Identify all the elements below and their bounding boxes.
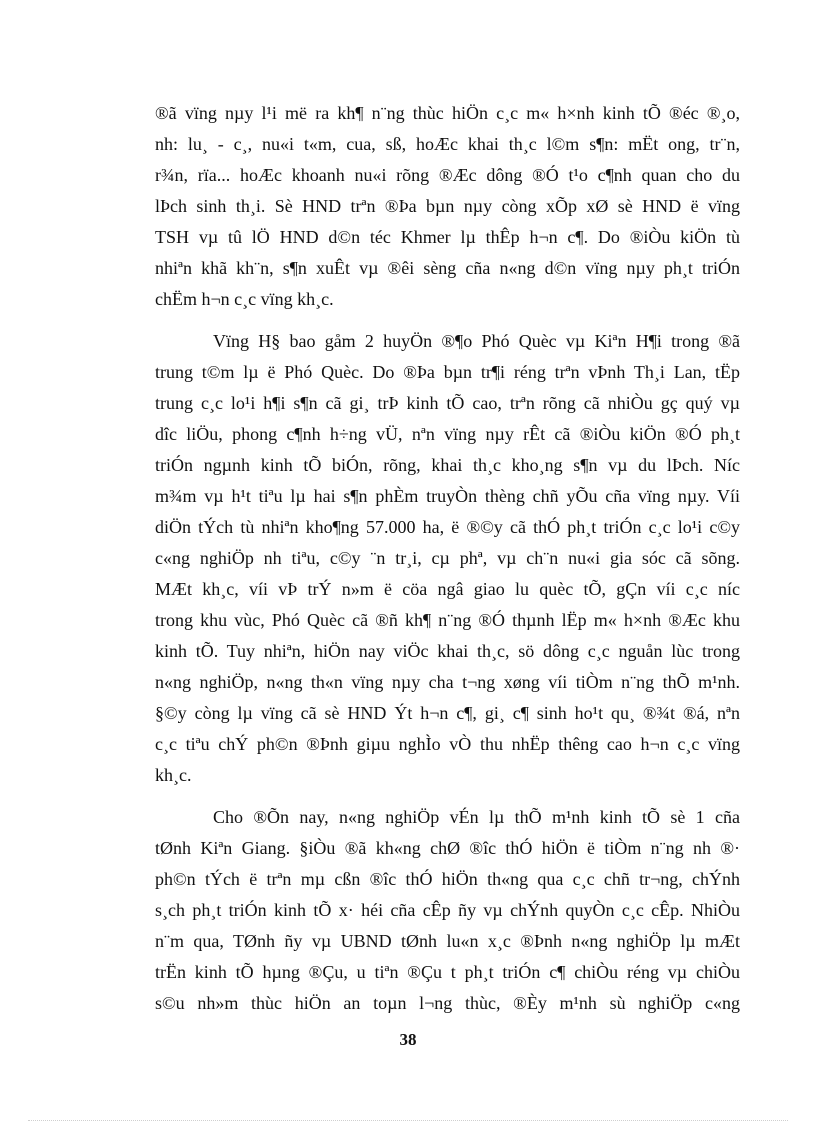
text-line: trung t©m lµ ë Phó Quèc. Do ®Þa bµn tr¶i réng trªn vÞnh Th¸i Lan, tËp	[155, 362, 740, 382]
text-line: diÖn tÝch tù nhiªn kho¶ng 57.000 ha, ë ®©y cã thÓ ph¸t triÓn c¸c lo¹i c©y	[155, 517, 740, 537]
text-line: dîc liÖu, phong c¶nh h÷ng vÜ, nªn vïng nµy rÊt cã ®iÒu kiÖn ®Ó ph¸t	[155, 424, 740, 444]
text-line: chËm h¬n c¸c vïng kh¸c.	[155, 289, 334, 309]
text-line: ph©n tÝch ë trªn mµ cßn ®îc thÓ hiÖn th«ng qua c¸c chñ tr¬ng, chÝnh	[155, 869, 740, 889]
text-line: n«ng nghiÖp, n«ng th«n vïng nµy cha t¬ng xøng víi tiÒm n¨ng thÕ m¹nh.	[155, 672, 740, 692]
text-line: nhiªn khã kh¨n, s¶n xuÊt vµ ®êi sèng cña n«ng d©n vïng nµy ph¸t triÓn	[155, 258, 740, 278]
page-number: 38	[399, 1030, 417, 1049]
body-text	[155, 98, 740, 1019]
paragraph-1	[155, 98, 740, 315]
text-line: n¨m qua, TØnh ñy vµ UBND tØnh lu«n x¸c ®Þnh n«ng nghiÖp lµ mÆt	[155, 931, 740, 951]
text-line: trung c¸c lo¹i h¶i s¶n cã gi¸ trÞ kinh tÕ cao, trªn rõng cã nhiÒu gç quý vµ	[155, 393, 740, 413]
text-line: trËn kinh tÕ hµng ®Çu, u tiªn ®Çu t ph¸t triÓn c¶ chiÒu réng vµ chiÒu	[155, 962, 740, 982]
text-line: trong khu vùc, Phó Quèc cã ®ñ kh¶ n¨ng ®Ó thµnh lËp m« h×nh ®Æc khu	[155, 610, 740, 630]
text-line: MÆt kh¸c, víi vÞ trÝ n»m ë cöa ngâ giao lu quèc tÕ, gÇn víi c¸c níc	[155, 579, 740, 599]
text-line: Vïng H§ bao gåm 2 huyÖn ®¶o Phó Quèc vµ Kiªn H¶i trong ®ã	[213, 331, 740, 351]
text-line: ®ã vïng nµy l¹i më ra kh¶ n¨ng thùc hiÖn c¸c m« h×nh kinh tÕ ®éc ®¸o,	[155, 103, 740, 123]
text-line: triÓn ngµnh kinh tÕ biÓn, rõng, khai th¸c kho¸ng s¶n vµ du lÞch. Níc	[155, 455, 740, 475]
text-line: s¸ch ph¸t triÓn kinh tÕ x· héi cña cÊp ñy vµ chÝnh quyÒn c¸c cÊp. NhiÒu	[155, 900, 740, 920]
text-line: kinh tÕ. Tuy nhiªn, hiÖn nay viÖc khai th¸c, sö dông c¸c nguån lùc trong	[155, 641, 740, 661]
page-bottom-divider	[28, 1120, 788, 1121]
text-line: lÞch sinh th¸i. Sè HND trªn ®Þa bµn nµy còng xÕp xØ sè HND ë vïng	[155, 196, 740, 216]
text-line: c«ng nghiÖp nh tiªu, c©y ¨n tr¸i, cµ phª, vµ ch¨n nu«i gia sóc cã sõng.	[155, 548, 740, 568]
text-line: r¾n, rïa... hoÆc khoanh nu«i rõng ®Æc dông ®Ó t¹o c¶nh quan cho du	[155, 165, 740, 185]
text-line: TSH vµ tû lÖ HND d©n téc Khmer lµ thÊp h¬n c¶. Do ®iÒu kiÖn tù	[155, 227, 740, 247]
text-line: kh¸c.	[155, 765, 192, 785]
text-line: s©u nh»m thùc hiÖn an toµn l¬ng thùc, ®Èy m¹nh sù nghiÖp c«ng	[155, 993, 740, 1013]
text-line: tØnh Kiªn Giang. §iÒu ®ã kh«ng chØ ®îc thÓ hiÖn ë tiÒm n¨ng nh ®·	[155, 838, 740, 858]
text-line: m¾m vµ h¹t tiªu lµ hai s¶n phÈm truyÒn thèng chñ yÕu cña vïng nµy. Víi	[155, 486, 740, 506]
text-line: nh: lu¸ - c¸, nu«i t«m, cua, sß, hoÆc khai th¸c l©m s¶n: mËt ong, tr¨n,	[155, 134, 740, 154]
text-line: §©y còng lµ vïng cã sè HND Ýt h¬n c¶, gi¸ c¶ sinh ho¹t qu¸ ®¾t ®á, nªn	[155, 703, 740, 723]
text-line: Cho ®Õn nay, n«ng nghiÖp vÉn lµ thÕ m¹nh kinh tÕ sè 1 cña	[213, 807, 740, 827]
paragraph-2	[155, 326, 740, 791]
paragraph-3	[155, 802, 740, 1019]
text-line: c¸c tiªu chÝ ph©n ®Þnh giµu nghÌo vÒ thu nhËp thêng cao h¬n c¸c vïng	[155, 734, 740, 754]
